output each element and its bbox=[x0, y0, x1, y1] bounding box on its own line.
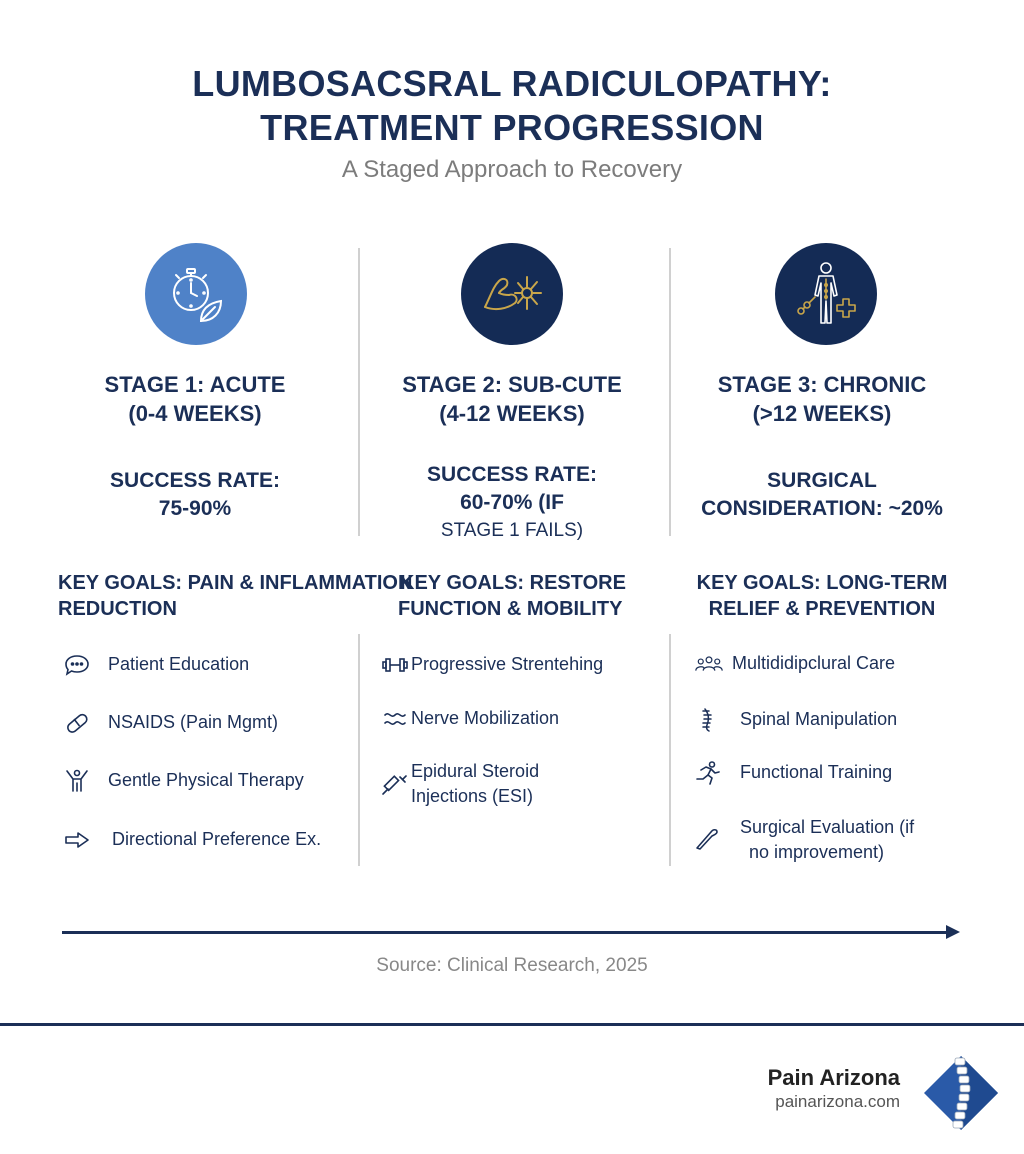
stage-1-goals-line-1: KEY GOALS: PAIN & INFLAMMATION bbox=[58, 572, 413, 594]
list-item-label: Progressive Strentehing bbox=[411, 654, 604, 674]
chat-bubble-icon bbox=[62, 652, 92, 678]
stage-2-rate bbox=[362, 461, 662, 545]
list-item bbox=[62, 652, 249, 678]
list-item bbox=[692, 815, 914, 865]
list-item bbox=[380, 652, 603, 678]
scalpel-icon bbox=[692, 825, 722, 851]
dumbbell-icon bbox=[380, 652, 410, 678]
team-icon bbox=[692, 651, 726, 677]
list-item-label: Multididipclural Care bbox=[732, 653, 896, 673]
list-item-label-line-1: Surgical Evaluation (if bbox=[740, 817, 915, 837]
stage-2-duration: (4-12 WEEKS) bbox=[439, 401, 585, 426]
stage-1-rate-value: 75-90% bbox=[158, 497, 232, 520]
stage-3-goals-line-2: RELIEF & PREVENTION bbox=[708, 598, 936, 620]
stage-3-goals-line-1: KEY GOALS: LONG-TERM bbox=[696, 572, 948, 594]
list-item bbox=[62, 768, 304, 794]
stage-3-goals bbox=[672, 570, 972, 622]
list-item-label: Directional Preference Ex. bbox=[112, 829, 322, 849]
stage-2-goals-line-1: KEY GOALS: RESTORE bbox=[400, 572, 626, 594]
page-subtitle: A Staged Approach to Recovery bbox=[341, 156, 683, 183]
stage-1-goals bbox=[58, 570, 412, 622]
list-item-label: Nerve Mobilization bbox=[411, 708, 560, 728]
list-item-label: Patient Education bbox=[108, 654, 250, 674]
stage-2-rate-value: 60-70% (IF bbox=[460, 491, 564, 514]
arrow-right-icon bbox=[62, 827, 92, 853]
list-item bbox=[62, 827, 321, 853]
list-item bbox=[692, 651, 895, 677]
body-medical-cross-icon bbox=[775, 243, 877, 345]
footer-divider bbox=[0, 1023, 1024, 1026]
page-title bbox=[0, 62, 1024, 150]
timeline-arrow-head-icon bbox=[946, 925, 960, 939]
stage-1-rate-label: SUCCESS RATE: bbox=[110, 469, 280, 492]
stage-1-rate bbox=[45, 467, 345, 523]
divider-lower-1 bbox=[358, 634, 360, 866]
source-note: Source: Clinical Research, 2025 bbox=[376, 955, 648, 976]
person-stretch-icon bbox=[62, 768, 92, 794]
syringe-icon bbox=[380, 771, 410, 797]
list-item-label: Spinal Manipulation bbox=[740, 709, 898, 729]
divider-lower-2 bbox=[669, 634, 671, 866]
muscle-nerve-icon bbox=[461, 243, 563, 345]
stage-2-rate-label: SUCCESS RATE: bbox=[427, 463, 597, 486]
list-item-label-line-2: Injections (ESI) bbox=[411, 786, 534, 806]
stage-2-title: STAGE 2: SUB-CUTE bbox=[402, 372, 622, 397]
list-item bbox=[380, 759, 539, 809]
stage-3-rate-value: CONSIDERATION: ~20% bbox=[701, 497, 943, 520]
divider-upper-1 bbox=[358, 248, 360, 536]
pill-icon bbox=[62, 710, 92, 736]
stage-3-rate-label: SURGICAL bbox=[767, 469, 877, 492]
stage-3-duration: (>12 WEEKS) bbox=[752, 401, 892, 426]
stage-3-title: STAGE 3: CHRONIC bbox=[717, 372, 927, 397]
list-item bbox=[692, 707, 897, 733]
spine-diamond-logo bbox=[920, 1052, 1002, 1134]
stage-1-duration: (0-4 WEEKS) bbox=[128, 401, 262, 426]
stage-2-rate-note: STAGE 1 FAILS) bbox=[440, 520, 584, 541]
spine-icon bbox=[692, 707, 722, 733]
list-item-label: Gentle Physical Therapy bbox=[108, 770, 304, 790]
list-item-label: Functional Training bbox=[740, 762, 893, 782]
title-line-2: TREATMENT PROGRESSION bbox=[260, 107, 764, 148]
stage-3-rate bbox=[672, 467, 972, 523]
list-item-label-line-1: Epidural Steroid bbox=[411, 761, 540, 781]
list-item-label: NSAIDS (Pain Mgmt) bbox=[108, 712, 279, 732]
running-person-icon bbox=[692, 760, 722, 786]
list-item-label-line-2: no improvement) bbox=[749, 842, 885, 862]
brand-url: painarizona.com bbox=[775, 1092, 900, 1111]
stopwatch-leaf-icon bbox=[145, 243, 247, 345]
list-item bbox=[62, 710, 278, 736]
divider-upper-2 bbox=[669, 248, 671, 536]
list-item-label bbox=[411, 759, 539, 809]
timeline-arrow-line bbox=[62, 931, 948, 934]
list-item bbox=[380, 706, 559, 732]
stage-1-goals-line-2: REDUCTION bbox=[58, 598, 177, 620]
list-item bbox=[692, 760, 892, 786]
wave-icon bbox=[380, 706, 410, 732]
title-line-1: LUMBOSACSRAL RADICULOPATHY: bbox=[192, 63, 832, 104]
brand-name: Pain Arizona bbox=[767, 1065, 900, 1090]
list-item-label bbox=[740, 815, 914, 865]
stage-1-title: STAGE 1: ACUTE bbox=[104, 372, 286, 397]
stage-2-goals bbox=[398, 570, 626, 622]
stage-2-goals-line-2: FUNCTION & MOBILITY bbox=[398, 598, 623, 620]
